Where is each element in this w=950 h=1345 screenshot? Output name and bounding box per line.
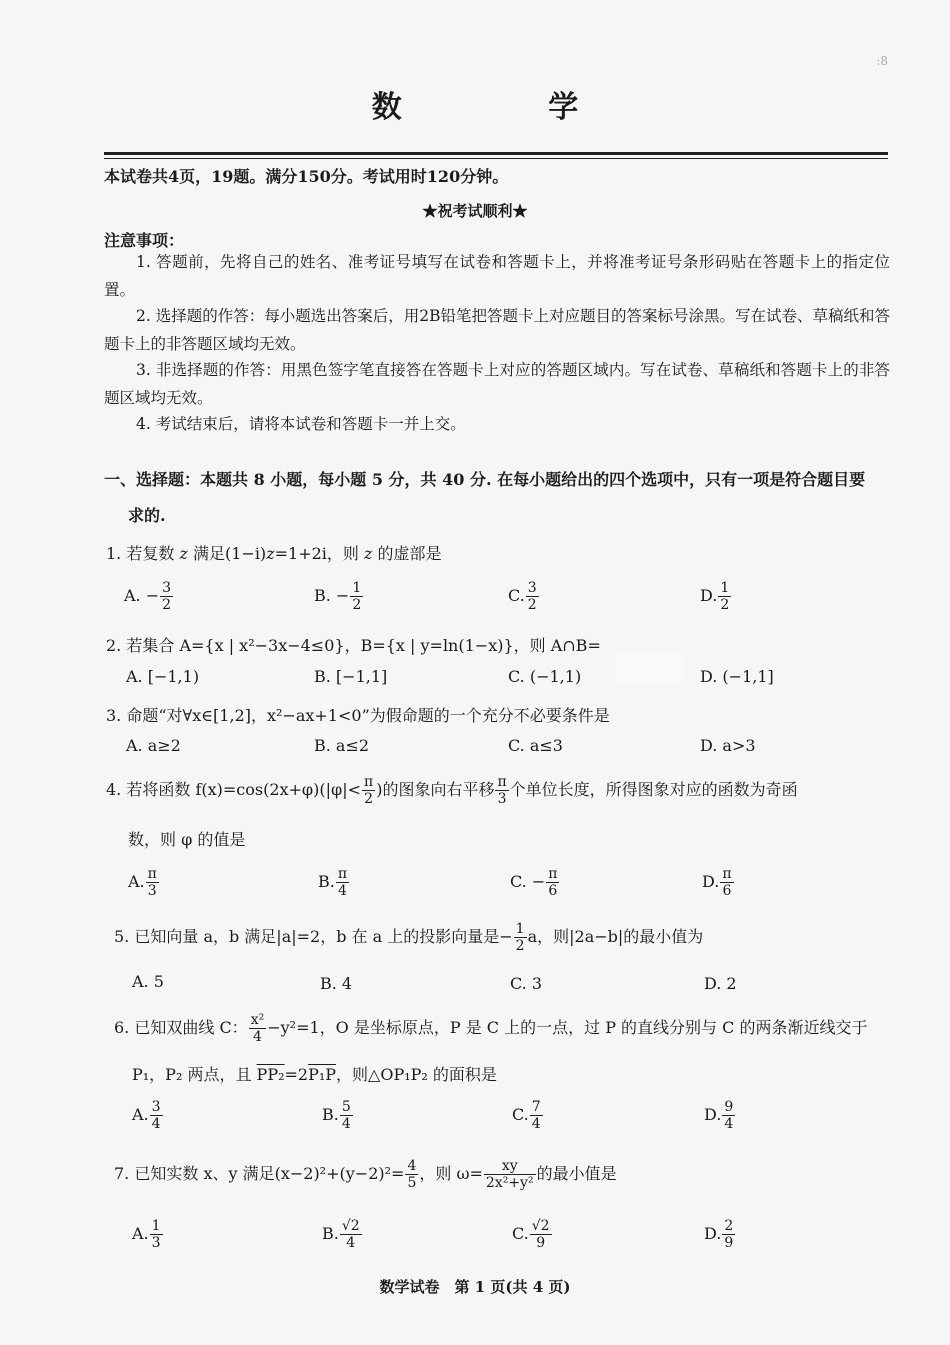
q1-text: 的虚部是 (377, 544, 442, 563)
fraction (150, 1218, 163, 1251)
q7-text: 7. 已知实数 x、y 满足(x−2)²+(y−2)²= (114, 1164, 405, 1183)
question-5-stem (114, 921, 703, 954)
q3-option-d[interactable]: D. a>3 (700, 736, 756, 755)
numerator: √2 (531, 1218, 550, 1234)
fraction (336, 866, 349, 899)
question-6-line2 (132, 1062, 497, 1085)
q5-option-a[interactable]: A. 5 (132, 972, 164, 991)
q7-option-c[interactable] (512, 1218, 553, 1251)
notice-item-1: 1. 答题前，先将自己的姓名、准考证号填写在试卷和答题卡上，并将准考证号条形码贴在答题卡上的指定位置。 (104, 253, 890, 299)
q3-option-b[interactable]: B. a≤2 (314, 736, 370, 755)
denominator: 4 (252, 1029, 262, 1045)
option-label: A. (128, 872, 145, 891)
option-label: D. (704, 1224, 722, 1243)
fraction (722, 1218, 735, 1251)
notice-item-4: 4. 考试结束后，请将本试卷和答题卡一并上交。 (136, 415, 466, 433)
denominator: 3 (147, 883, 157, 899)
question-3-stem: 3. 命题“对∀x∈[1,2]，x²−ax+1<0”为假命题的一个充分不必要条件是 (106, 706, 610, 725)
numerator: 4 (407, 1158, 417, 1174)
q7-option-b[interactable] (322, 1218, 363, 1251)
question-6-stem (114, 1012, 867, 1045)
q2-option-c[interactable]: C. (−1,1) (508, 667, 582, 686)
page-title: 数 学 (371, 90, 647, 125)
option-label: C. − (510, 872, 546, 891)
vector-p1p: P₁P (308, 1065, 337, 1084)
q1-option-b[interactable] (314, 580, 364, 613)
numerator: xy (484, 1158, 536, 1175)
numerator: π (147, 866, 157, 882)
q7-option-a[interactable] (132, 1218, 164, 1251)
denominator: 4 (531, 1116, 541, 1132)
q1-option-c[interactable] (508, 580, 540, 613)
option-label: D. (704, 1105, 722, 1124)
fraction (722, 1099, 735, 1132)
denominator: 2x²+y² (485, 1175, 534, 1191)
question-4-stem (106, 774, 798, 807)
q4-option-a[interactable] (128, 866, 160, 899)
option-label: B. (318, 872, 335, 891)
denominator: 2 (162, 597, 172, 613)
numerator: π (497, 774, 507, 790)
fraction (546, 866, 559, 899)
numerator: 1 (720, 580, 730, 596)
q3-option-c[interactable]: C. a≤3 (508, 736, 563, 755)
q6-text: ，则△OP₁P₂ 的面积是 (336, 1065, 497, 1084)
q4-option-c[interactable] (510, 866, 560, 899)
q4-option-b[interactable] (318, 866, 350, 899)
fraction (362, 774, 375, 807)
q5-option-c[interactable]: C. 3 (510, 974, 543, 993)
option-label: B. (322, 1224, 339, 1243)
numerator: x² (250, 1012, 265, 1028)
q4-text: 4. 若将函数 f(x)=cos(2x+φ)(|φ|< (106, 780, 362, 799)
q2-option-b[interactable]: B. [−1,1] (314, 667, 388, 686)
numerator: 1 (151, 1218, 161, 1234)
option-label: A. − (124, 586, 160, 605)
notice-item-3: 3. 非选择题的作答：用黑色签字笔直接答在答题卡上对应的答题区域内。写在试卷、草稿纸和答题卡上的非答题区域均无效。 (104, 361, 890, 407)
question-4-line2: 数，则 φ 的值是 (128, 830, 246, 849)
q6-option-b[interactable] (322, 1099, 354, 1132)
header-rule-thin (104, 158, 888, 159)
fraction (495, 774, 508, 807)
denominator: 6 (548, 883, 558, 899)
denominator: 4 (151, 1116, 161, 1132)
section-heading-line1: 一、选择题：本题共 8 小题，每小题 5 分，共 40 分. 在每小题给出的四个选项中，只有一项是符合题目要 (104, 470, 866, 489)
option-label: D. (700, 586, 718, 605)
q6-option-c[interactable] (512, 1099, 544, 1132)
numerator: 9 (724, 1099, 734, 1115)
denominator: 3 (151, 1235, 161, 1251)
fraction (405, 1158, 418, 1191)
question-2-stem: 2. 若集合 A={x | x²−3x−4≤0}，B={x | y=ln(1−x)}，则 A∩B= (106, 636, 601, 655)
option-label: C. (508, 586, 525, 605)
numerator: 1 (352, 580, 362, 596)
q6-option-a[interactable] (132, 1099, 164, 1132)
numerator: π (548, 866, 558, 882)
q1-text: 1. 若复数 (106, 544, 175, 563)
fraction (146, 866, 159, 899)
q3-option-a[interactable]: A. a≥2 (126, 736, 181, 755)
q1-var: z (179, 544, 188, 563)
option-label: B. − (314, 586, 350, 605)
q2-option-d[interactable]: D. (−1,1] (700, 667, 774, 686)
q1-text: 满足(1−i) (192, 544, 267, 563)
q6-text: 6. 已知双曲线 C： (114, 1018, 248, 1037)
fraction (350, 580, 363, 613)
option-label: C. (512, 1105, 529, 1124)
denominator: 5 (407, 1175, 417, 1191)
numerator: 3 (151, 1099, 161, 1115)
q6-option-d[interactable] (704, 1099, 736, 1132)
q5-text: 5. 已知向量 a，b 满足|a|=2，b 在 a 上的投影向量是− (114, 927, 513, 946)
q1-var: z (266, 544, 275, 563)
denominator: 6 (722, 883, 732, 899)
fraction (340, 1099, 353, 1132)
fraction (340, 1218, 362, 1251)
corner-mark: :8 (876, 54, 888, 68)
q6-text: P₁，P₂ 两点，且 (132, 1065, 257, 1084)
q4-option-d[interactable] (702, 866, 735, 899)
fraction (526, 580, 539, 613)
scan-smudge (615, 650, 685, 684)
option-label: C. (512, 1224, 529, 1243)
numerator: 5 (341, 1099, 351, 1115)
section-heading (104, 462, 890, 534)
numerator: √2 (341, 1218, 360, 1234)
fraction (150, 1099, 163, 1132)
q1-text: =1+2i，则 (274, 544, 359, 563)
numerator: 3 (162, 580, 172, 596)
denominator: 4 (346, 1235, 356, 1251)
fraction (718, 580, 731, 613)
denominator: 2 (720, 597, 730, 613)
q7-text: ，则 ω= (419, 1164, 483, 1183)
q7-option-d[interactable] (704, 1218, 736, 1251)
numerator: 2 (724, 1218, 734, 1234)
denominator: 2 (515, 938, 525, 954)
q4-text: 个单位长度，所得图象对应的函数为奇函 (509, 780, 798, 799)
good-luck-banner: ★祝考试顺利★ (422, 202, 528, 220)
numerator: π (337, 866, 348, 882)
q6-text: =2 (284, 1065, 309, 1084)
page-footer: 数学试卷 第 1 页(共 4 页) (379, 1278, 571, 1296)
q1-var: z (364, 544, 373, 563)
notice-item-2: 2. 选择题的作答：每小题选出答案后，用2B铅笔把答题卡上对应题目的答案标号涂黑。写在试卷、草稿纸和答题卡上的非答题区域均无效。 (104, 307, 890, 353)
fraction (514, 921, 527, 954)
denominator: 9 (536, 1235, 546, 1251)
vector-pp2: PP₂ (256, 1065, 285, 1084)
denominator: 4 (724, 1116, 734, 1132)
q2-option-a[interactable]: A. [−1,1) (126, 667, 200, 686)
fraction (530, 1099, 543, 1132)
denominator: 4 (341, 1116, 351, 1132)
denominator: 2 (527, 597, 537, 613)
q5-option-d[interactable]: D. 2 (704, 974, 737, 993)
numerator: π (364, 774, 374, 790)
denominator: 2 (352, 597, 362, 613)
q5-text: a，则|2a−b|的最小值为 (527, 927, 704, 946)
option-label: A. (132, 1105, 149, 1124)
q4-text: )的图象向右平移 (376, 780, 495, 799)
fraction (484, 1158, 536, 1191)
notice-heading: 注意事项： (104, 231, 185, 250)
fraction (160, 580, 173, 613)
denominator: 9 (724, 1235, 734, 1251)
denominator: 2 (364, 791, 374, 807)
numerator: 3 (527, 580, 537, 596)
option-label: D. (702, 872, 720, 891)
fraction (249, 1012, 267, 1045)
question-7-stem (114, 1158, 617, 1191)
question-1-stem (106, 541, 442, 564)
denominator: 4 (337, 883, 347, 899)
q5-option-b[interactable]: B. 4 (320, 974, 353, 993)
q1-option-a[interactable] (124, 580, 174, 613)
q6-text: −y²=1，O 是坐标原点，P 是 C 上的一点，过 P 的直线分别与 C 的两条渐近线交于 (267, 1018, 868, 1037)
option-label: A. (132, 1224, 149, 1243)
numerator: π (722, 866, 732, 882)
section-heading-line2: 求的. (128, 506, 166, 525)
numerator: 7 (531, 1099, 541, 1115)
denominator: 3 (497, 791, 507, 807)
numerator: 1 (515, 921, 525, 937)
exam-info: 本试卷共4页，19题。满分150分。考试用时120分钟。 (104, 167, 509, 186)
option-label: B. (322, 1105, 339, 1124)
header-rule-thick (104, 152, 888, 155)
q1-option-d[interactable] (700, 580, 732, 613)
fraction (720, 866, 733, 899)
q7-text: 的最小值是 (536, 1164, 617, 1183)
fraction (530, 1218, 552, 1251)
